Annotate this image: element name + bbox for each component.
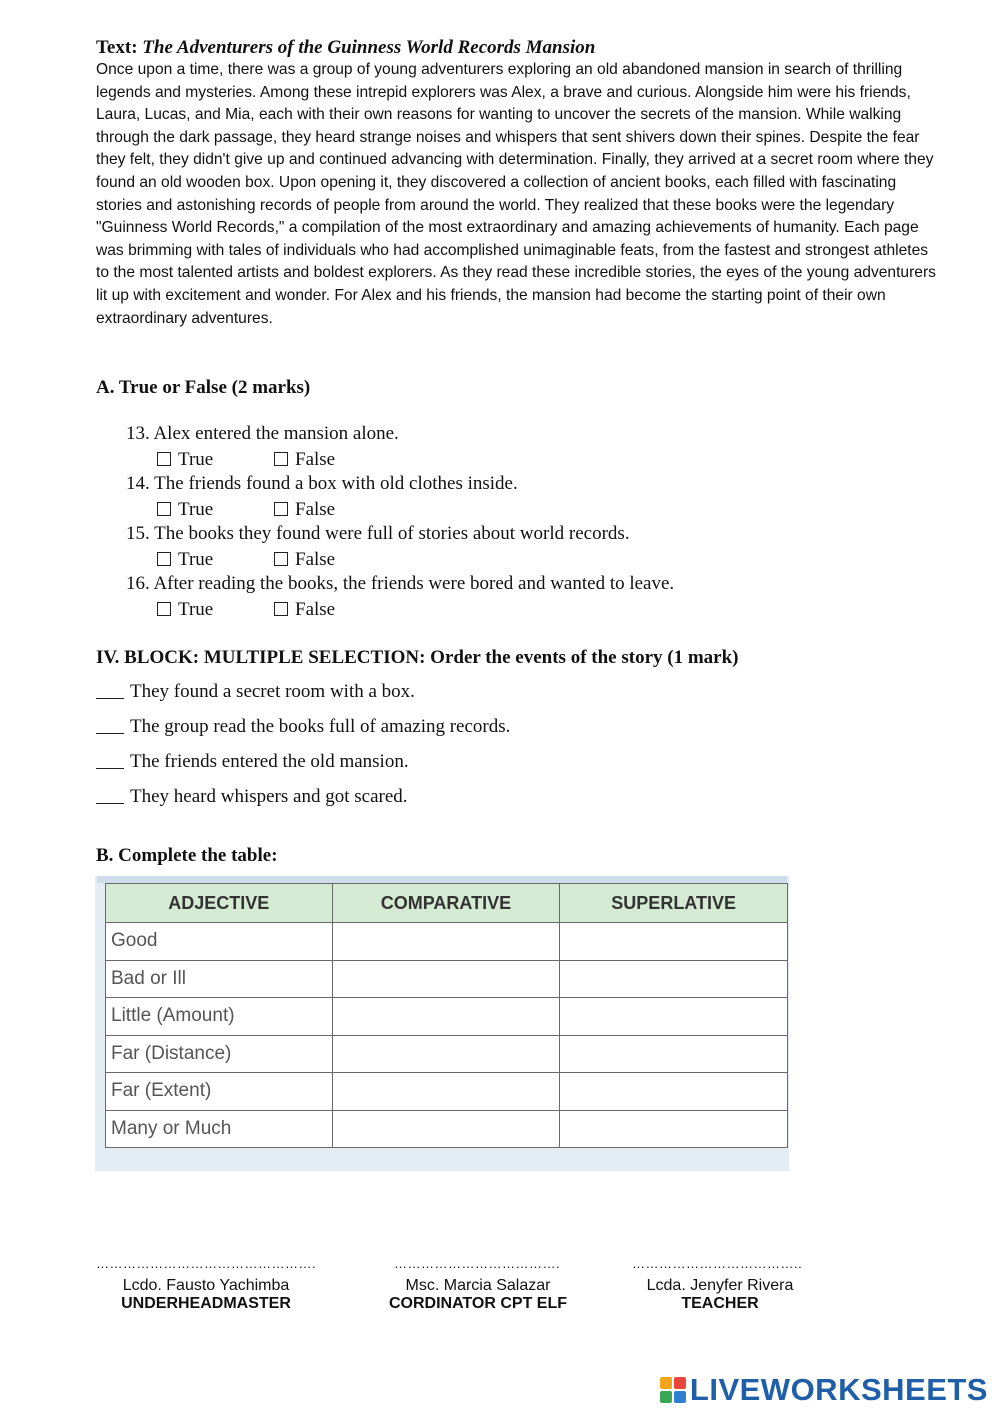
header-comparative: COMPARATIVE — [332, 884, 560, 923]
checkbox-icon[interactable] — [274, 602, 288, 616]
order-blank-input[interactable] — [96, 682, 124, 699]
checkbox-icon[interactable] — [274, 552, 288, 566]
adjective-cell: Bad or Ill — [106, 960, 333, 998]
story-title: The Adventurers of the Guinness World Records Mansion — [142, 37, 596, 58]
liveworksheets-logo-icon — [659, 1376, 687, 1404]
q14-true-option[interactable]: True — [157, 499, 213, 521]
order-blank-input[interactable] — [96, 752, 124, 769]
multiple-selection-title: IV. BLOCK: MULTIPLE SELECTION: Order the events of the story (1 mark) — [96, 647, 739, 668]
story-heading — [96, 37, 595, 59]
comparatives-table — [105, 883, 788, 1148]
signature-name: Lcda. Jenyfer Rivera — [646, 1277, 794, 1294]
signature-block-underheadmaster — [96, 1256, 316, 1313]
q15-true-option[interactable]: True — [157, 549, 213, 571]
table-row — [106, 923, 788, 961]
question-13: 13. Alex entered the mansion alone. — [126, 423, 399, 444]
q16-true-option[interactable]: True — [157, 599, 213, 621]
comparative-answer-cell[interactable] — [332, 998, 560, 1036]
signature-name: Msc. Marcia Salazar — [405, 1277, 551, 1294]
checkbox-icon[interactable] — [157, 502, 171, 516]
signature-name: Lcdo. Fausto Yachimba — [122, 1277, 290, 1294]
order-item: The group read the books full of amazing records. — [96, 716, 510, 738]
adjective-cell: Good — [106, 923, 333, 961]
table-row — [106, 1073, 788, 1111]
question-16: 16. After reading the books, the friends were bored and wanted to leave. — [126, 573, 675, 594]
brand-name: LIVEWORKSHEETS — [689, 1372, 988, 1407]
q13-true-option[interactable]: True — [157, 449, 213, 471]
table-row — [106, 960, 788, 998]
checkbox-icon[interactable] — [157, 552, 171, 566]
q15-false-option[interactable]: False — [274, 549, 335, 571]
signature-line: …………………………………………. — [96, 1256, 317, 1271]
signature-line: ……………………………….. — [632, 1256, 803, 1271]
table-header-row — [106, 884, 788, 923]
order-item: They found a secret room with a box. — [96, 681, 415, 703]
liveworksheets-brand[interactable] — [659, 1372, 988, 1408]
superlative-answer-cell[interactable] — [560, 998, 788, 1036]
adjective-cell: Many or Much — [106, 1110, 333, 1148]
superlative-answer-cell[interactable] — [560, 923, 788, 961]
q14-false-option[interactable]: False — [274, 499, 335, 521]
order-blank-input[interactable] — [96, 717, 124, 734]
signature-role: TEACHER — [681, 1295, 759, 1312]
checkbox-icon[interactable] — [157, 602, 171, 616]
adjective-cell: Far (Extent) — [106, 1073, 333, 1111]
signature-block-coordinator — [378, 1256, 578, 1313]
comparative-answer-cell[interactable] — [332, 960, 560, 998]
table-row — [106, 998, 788, 1036]
comparative-answer-cell[interactable] — [332, 1035, 560, 1073]
comparative-answer-cell[interactable] — [332, 923, 560, 961]
signature-block-teacher — [620, 1256, 820, 1313]
story-body: Once upon a time, there was a group of young adventurers exploring an old abandoned mansion in search of thrilling legends and mysteries. Among these intrepid explorers was Alex, a brave and curious. Alongside him were his friends, Laura, Lucas, and Mia, each with their own reasons for wanting to uncover the secrets of the mansion. While walking through the dark passage, they heard strange noises and whispers that sent shivers down their spines. Despite the fear they felt, they didn't give up and continued advancing with determination. Finally, they arrived at a secret room where they found an old wooden box. Upon opening it, they discovered a collection of ancient books, each filled with fascinating stories and astonishing records of people from around the world. They realized that these books were the legendary "Guinness World Records," a compilation of the most extraordinary and amazing achievements of humanity. Each page was brimming with tales of individuals who had accomplished unimaginable feats, from the fastest and strongest athletes to the most talented artists and boldest explorers. As they read these incredible stories, the eyes of the young adventurers lit up with excitement and wonder. For Alex and his friends, the mansion had become the starting point of their own extraordinary adventures. — [96, 61, 936, 327]
signature-role: CORDINATOR CPT ELF — [388, 1295, 568, 1312]
story-label: Text: — [96, 37, 138, 58]
true-false-title: A. True or False (2 marks) — [96, 377, 311, 398]
comparative-answer-cell[interactable] — [332, 1110, 560, 1148]
order-blank-input[interactable] — [96, 787, 124, 804]
superlative-answer-cell[interactable] — [560, 1035, 788, 1073]
superlative-answer-cell[interactable] — [560, 960, 788, 998]
header-adjective: ADJECTIVE — [106, 884, 333, 923]
table-row — [106, 1110, 788, 1148]
adjective-cell: Far (Distance) — [106, 1035, 333, 1073]
signature-role: UNDERHEADMASTER — [121, 1295, 291, 1312]
superlative-answer-cell[interactable] — [560, 1073, 788, 1111]
checkbox-icon[interactable] — [274, 502, 288, 516]
superlative-answer-cell[interactable] — [560, 1110, 788, 1148]
signature-line: ………………………………. — [394, 1256, 561, 1271]
comparative-answer-cell[interactable] — [332, 1073, 560, 1111]
q16-false-option[interactable]: False — [274, 599, 335, 621]
question-15: 15. The books they found were full of stories about world records. — [126, 523, 630, 544]
adjective-cell: Little (Amount) — [106, 998, 333, 1036]
header-superlative: SUPERLATIVE — [560, 884, 788, 923]
q13-false-option[interactable]: False — [274, 449, 335, 471]
table-title: B. Complete the table: — [96, 845, 278, 866]
table-row — [106, 1035, 788, 1073]
order-item: They heard whispers and got scared. — [96, 786, 408, 808]
checkbox-icon[interactable] — [274, 452, 288, 466]
question-14: 14. The friends found a box with old clothes inside. — [126, 473, 518, 494]
checkbox-icon[interactable] — [157, 452, 171, 466]
order-item: The friends entered the old mansion. — [96, 751, 409, 773]
